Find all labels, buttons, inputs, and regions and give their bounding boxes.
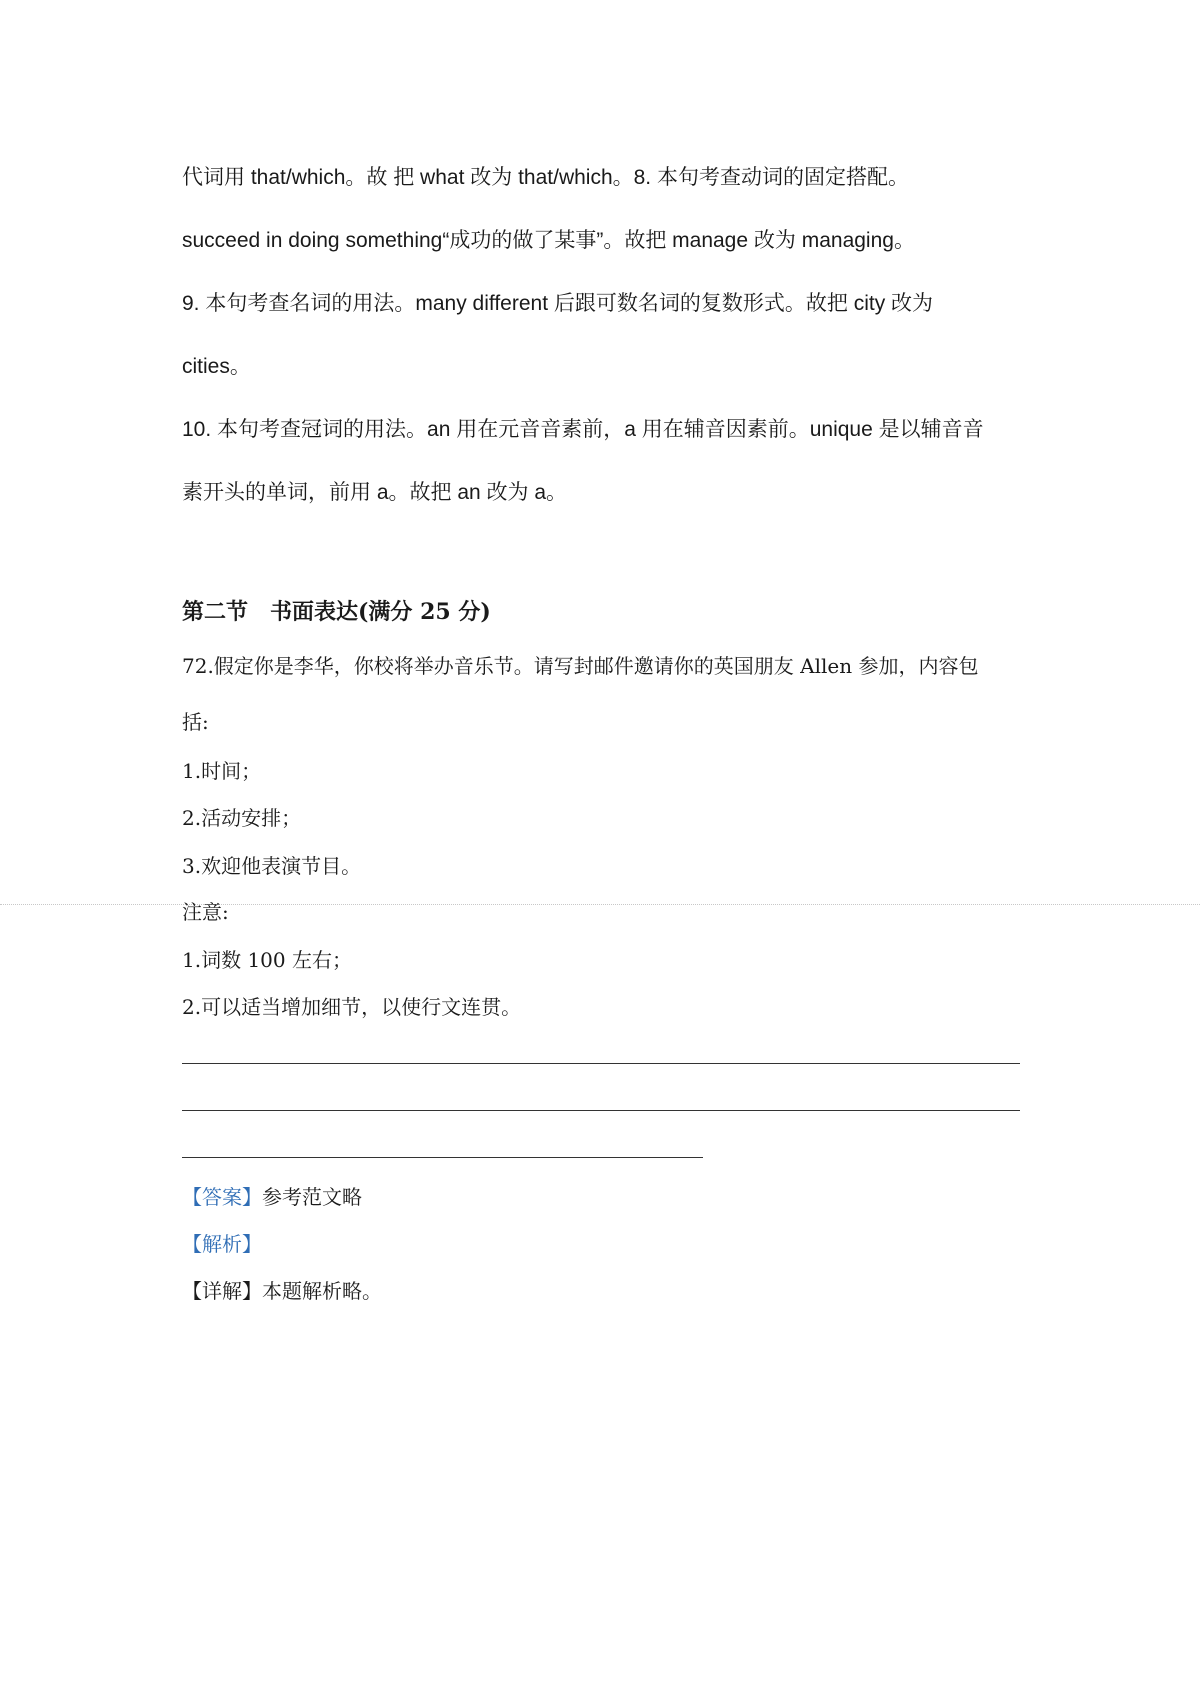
explanation-line-5: 10. 本句考查冠词的用法。an 用在元音音素前，a 用在辅音因素前。unique 是以辅音音 — [182, 418, 984, 441]
question-line-2: 括: — [182, 710, 209, 734]
detail-text: 本题解析略。 — [262, 1279, 382, 1303]
detail-row — [182, 1277, 382, 1305]
explanation-line-4: cities。 — [182, 355, 251, 378]
section-heading: 第二节 书面表达(满分 25 分) — [182, 599, 491, 625]
answer-text: 参考范文略 — [262, 1185, 362, 1209]
explanation-line-1: 代词用 that/which。故 把 what 改为 that/which。8. 本句考查动词的固定搭配。 — [182, 166, 909, 189]
answer-label: 【答案】 — [182, 1185, 262, 1209]
analysis-row — [182, 1230, 262, 1258]
question-item-schedule: 2.活动安排； — [182, 806, 302, 830]
answer-row — [182, 1183, 362, 1211]
explanation-line-2: succeed in doing something“成功的做了某事”。故把 manage 改为 managing。 — [182, 229, 915, 252]
notice-item-2: 2.可以适当增加细节，以使行文连贯。 — [182, 995, 522, 1019]
question-item-time: 1.时间； — [182, 759, 262, 783]
answer-blank-line-2 — [182, 1110, 1020, 1111]
explanation-line-6: 素开头的单词，前用 a。故把 an 改为 a。 — [182, 481, 568, 504]
notice-item-1: 1.词数 100 左右； — [182, 948, 352, 972]
question-item-perform: 3.欢迎他表演节目。 — [182, 854, 362, 878]
analysis-label: 【解析】 — [182, 1232, 262, 1256]
question-line-1: 72.假定你是李华，你校将举办音乐节。请写封邮件邀请你的英国朋友 Allen 参加，内容包 — [182, 654, 979, 678]
answer-blank-line-3 — [182, 1157, 703, 1158]
answer-blank-line-1 — [182, 1063, 1020, 1064]
explanation-line-3: 9. 本句考查名词的用法。many different 后跟可数名词的复数形式。故把 city 改为 — [182, 292, 934, 315]
notice-label: 注意: — [182, 900, 229, 924]
detail-label: 【详解】 — [182, 1279, 262, 1303]
page-break-separator — [0, 904, 1200, 905]
